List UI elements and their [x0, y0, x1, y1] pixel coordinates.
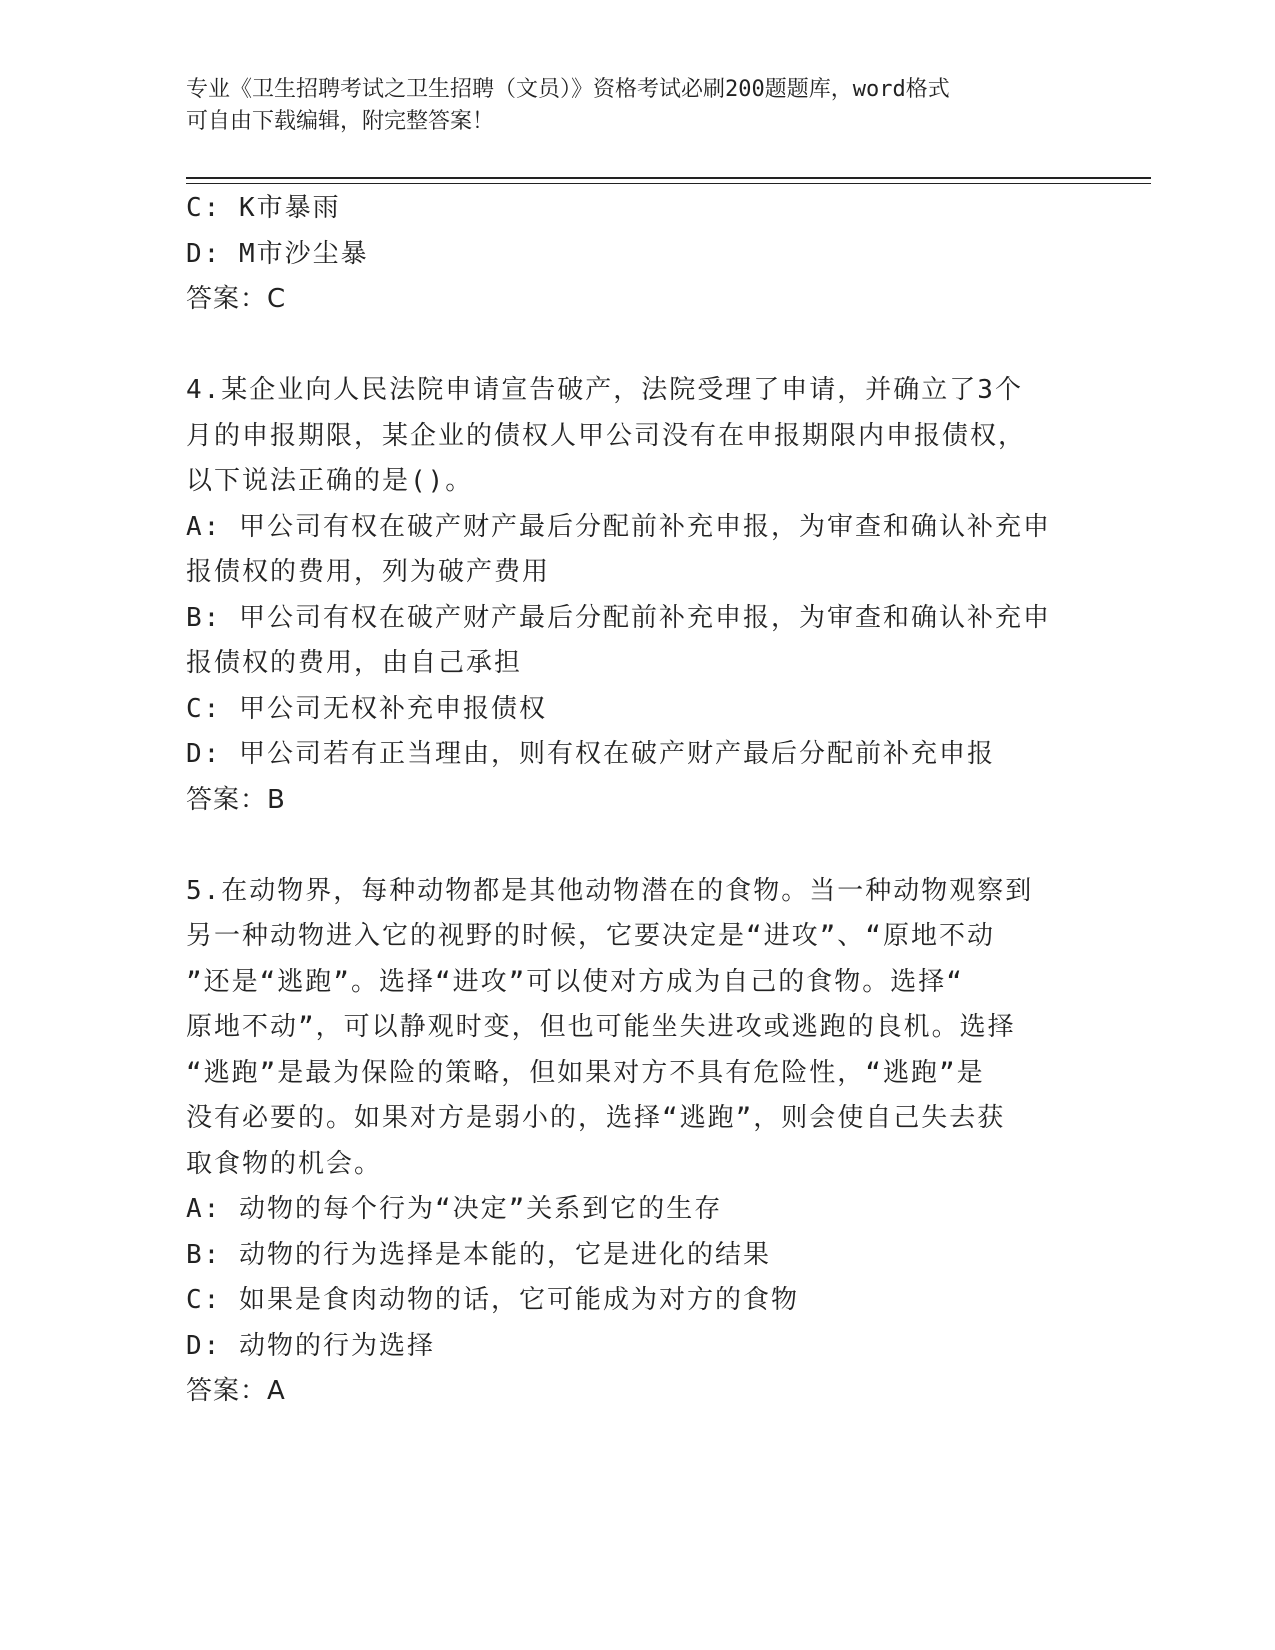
spacer [186, 323, 1086, 369]
option-d: D: M市沙尘暴 [186, 238, 369, 269]
question-stem-line: ”还是“逃跑”。选择“进攻”可以使对方成为自己的食物。选择“ [186, 966, 964, 997]
option-a-line: 报债权的费用，列为破产费用 [186, 557, 551, 587]
question-stem-line: 取食物的机会。 [186, 1148, 383, 1179]
option-a-line: A: 甲公司有权在破产财产最后分配前补充申报，为审查和确认补充申 [186, 511, 1051, 542]
option-d: D: 甲公司若有正当理由，则有权在破产财产最后分配前补充申报 [186, 739, 995, 769]
question-stem-line: 原地不动”，可以静观时变，但也可能坐失进攻或逃跑的良机。选择 [186, 1012, 1016, 1042]
option-a: A: 动物的每个行为“决定”关系到它的生存 [186, 1194, 723, 1224]
question-stem-line: 以下说法正确的是()。 [186, 466, 474, 496]
answer-label: 答案：A [186, 1376, 286, 1406]
option-c: C: 甲公司无权补充申报债权 [186, 693, 547, 724]
header-divider-thick [186, 177, 1151, 179]
spacer [186, 823, 1086, 869]
header-divider-thin [186, 183, 1151, 184]
option-b: B: 动物的行为选择是本能的，它是进化的结果 [186, 1239, 771, 1270]
answer-label: 答案：B [186, 784, 286, 815]
answer-label: 答案：C [186, 284, 287, 314]
question-content [186, 186, 1086, 1415]
header-title-line-2: 可自由下载编辑，附完整答案！ [186, 109, 495, 134]
question-4 [186, 368, 1086, 823]
question-stem-line: 没有必要的。如果对方是弱小的，选择“逃跑”，则会使自己失去获 [186, 1103, 1006, 1133]
question-stem-line: 另一种动物进入它的视野的时候，它要决定是“进攻”、“原地不动 [186, 921, 995, 951]
option-b-line: B: 甲公司有权在破产财产最后分配前补充申报，为审查和确认补充申 [186, 602, 1051, 633]
question-3-tail [186, 186, 1086, 323]
header-title-line-1: 专业《卫生招聘考试之卫生招聘（文员）》资格考试必刷200题题库，word格式 [186, 77, 950, 102]
question-stem-line: “逃跑”是最为保险的策略，但如果对方不具有危险性，“逃跑”是 [186, 1057, 985, 1088]
question-5 [186, 869, 1086, 1415]
document-header [186, 74, 1066, 138]
option-d: D: 动物的行为选择 [186, 1330, 435, 1361]
question-stem-line: 5.在动物界，每种动物都是其他动物潜在的食物。当一种动物观察到 [186, 875, 1034, 906]
question-stem-line: 月的申报期限，某企业的债权人甲公司没有在申报期限内申报债权， [186, 420, 1027, 451]
option-b-line: 报债权的费用，由自己承担 [186, 648, 523, 678]
option-c: C: 如果是食肉动物的话，它可能成为对方的食物 [186, 1285, 799, 1315]
question-stem-line: 4.某企业向人民法院申请宣告破产，法院受理了申请，并确立了3个 [186, 375, 1023, 405]
option-c: C: K市暴雨 [186, 193, 341, 223]
